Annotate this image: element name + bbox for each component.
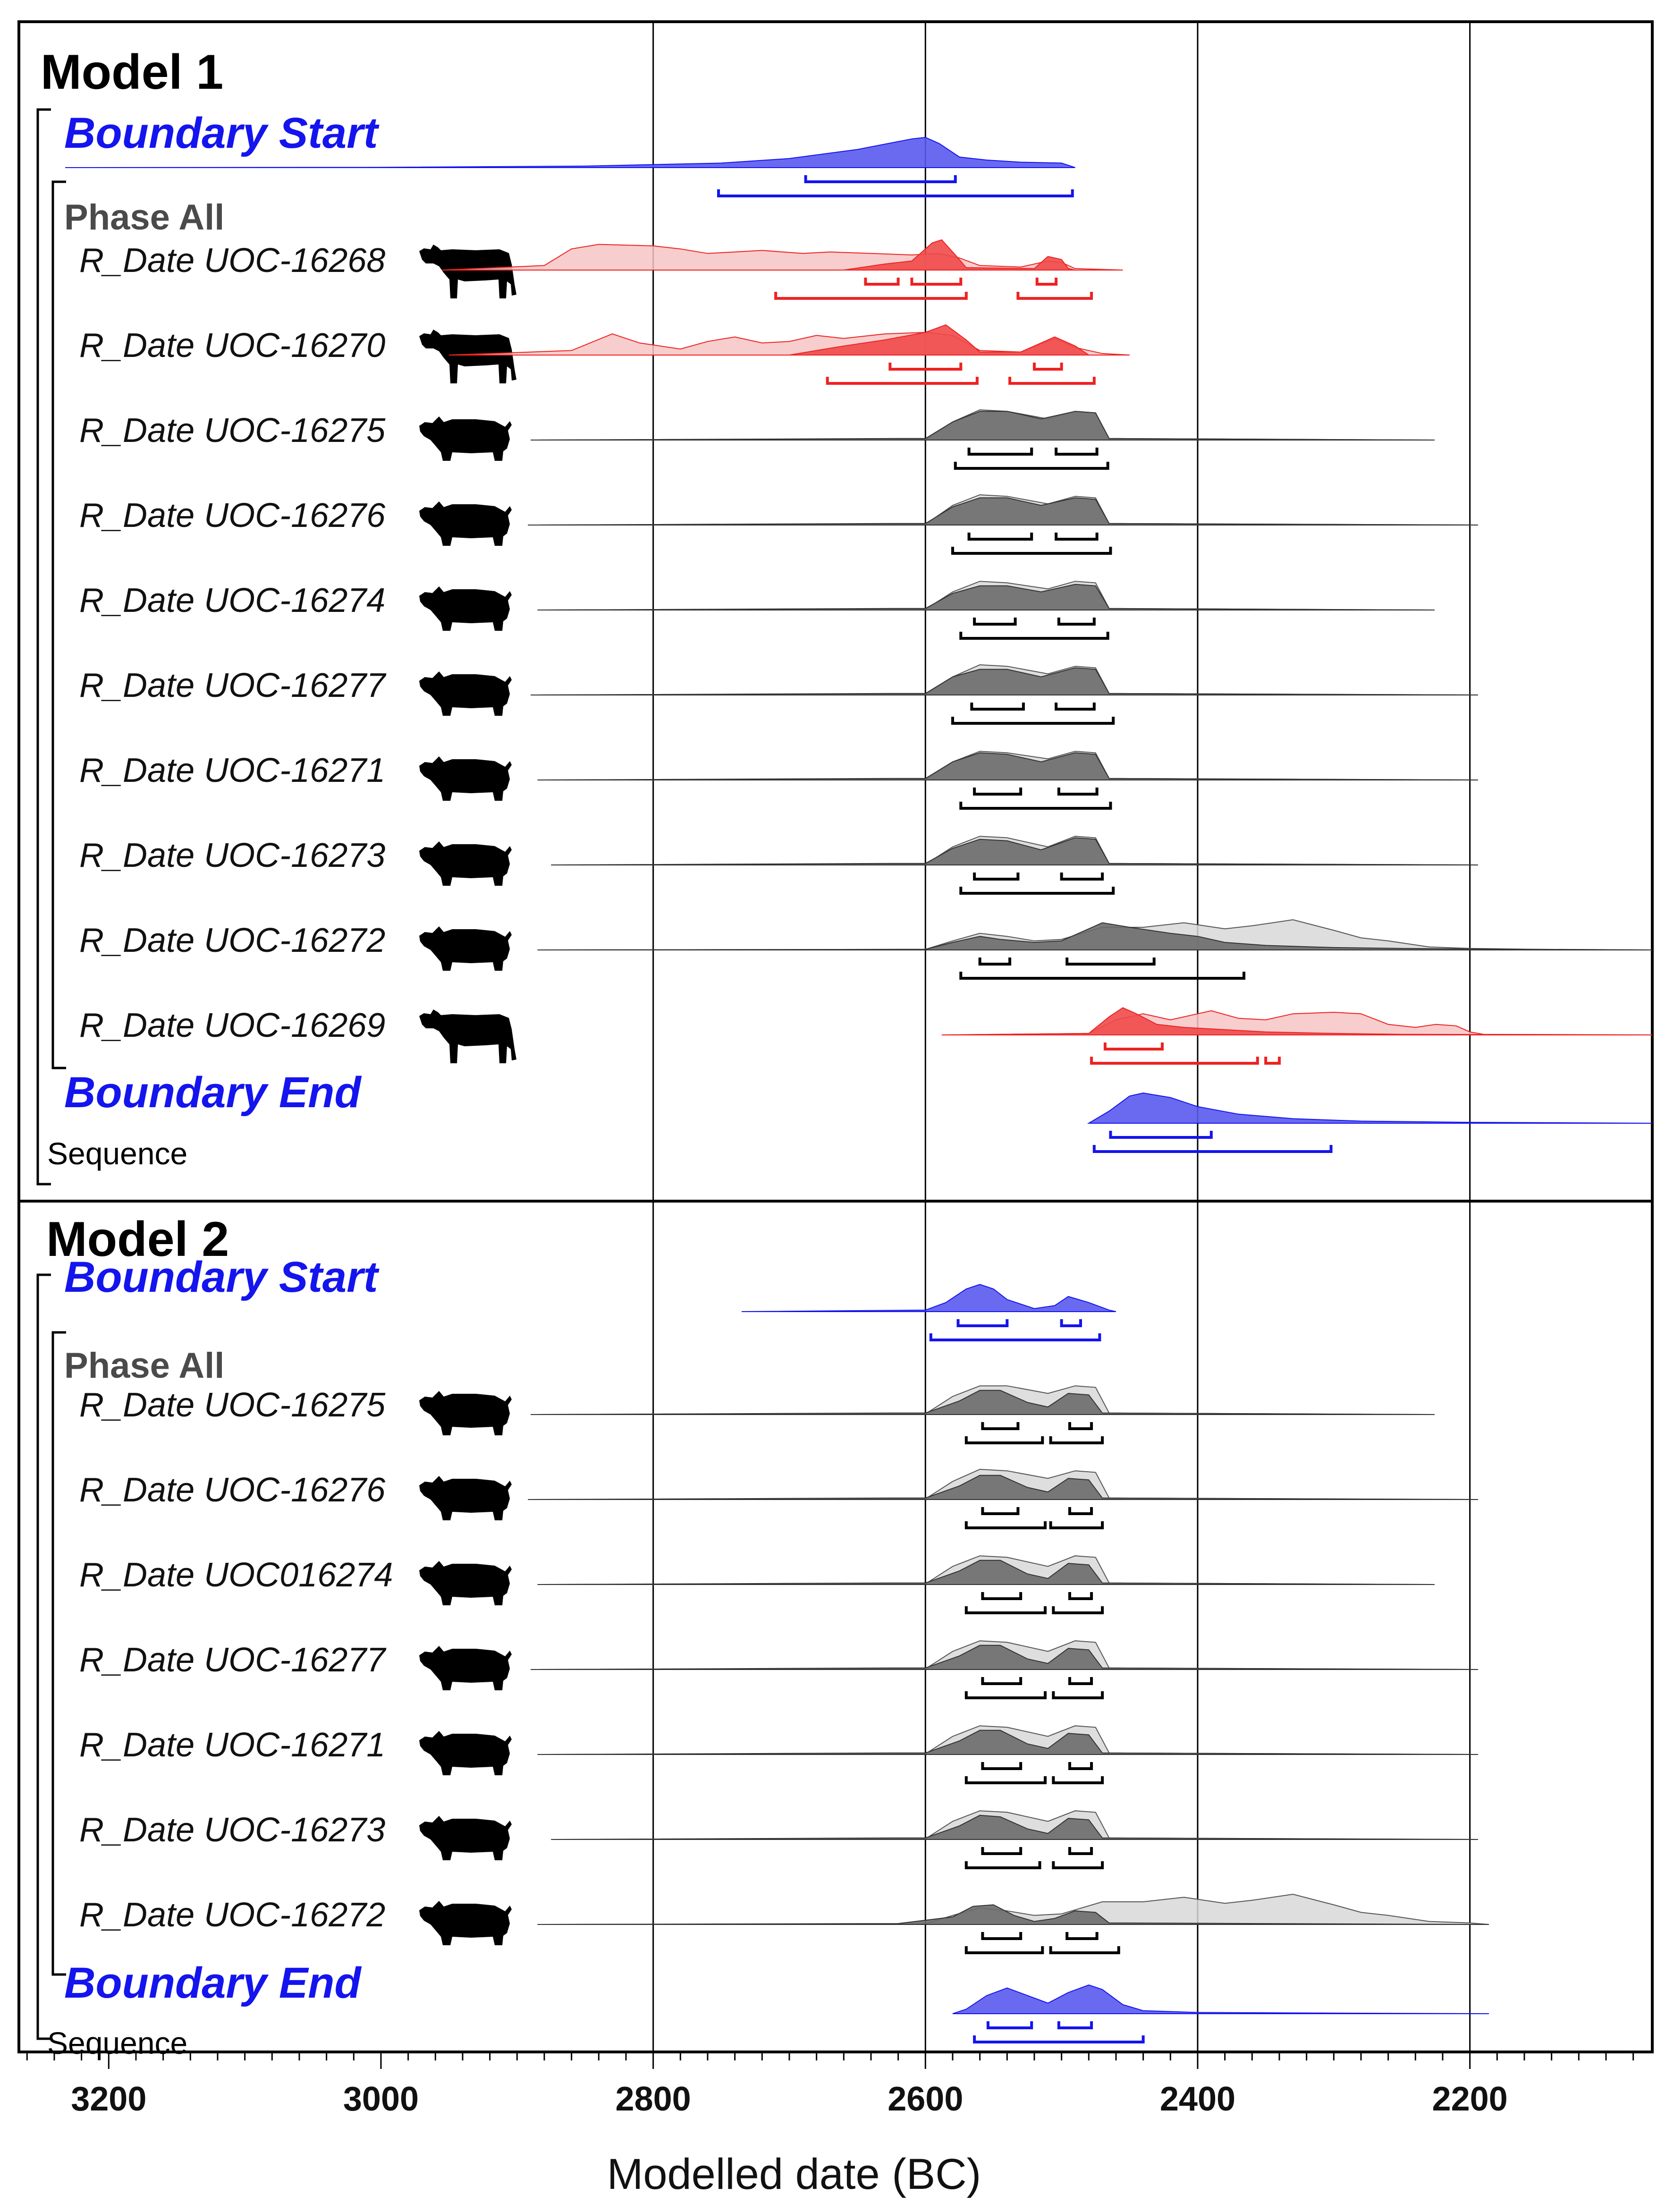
date-label: R_Date UOC-16273 [79, 837, 386, 874]
date-row [79, 1556, 1435, 1613]
date-row [79, 920, 1652, 978]
model-2-title: Model 2 [46, 1212, 229, 1267]
range-95 [1053, 1776, 1102, 1783]
phase-label: Phase All [64, 197, 225, 237]
tick-label: 2400 [1159, 2080, 1236, 2118]
boundary-label: Boundary Start [64, 109, 378, 157]
range-68 [974, 873, 1018, 879]
range-95 [974, 2035, 1143, 2042]
range-68 [1070, 1592, 1091, 1599]
pig-icon [419, 671, 512, 716]
range-68 [974, 788, 1021, 794]
range-95 [953, 717, 1113, 723]
range-95 [776, 292, 966, 298]
range-95 [719, 189, 1073, 196]
model-1-title: Model 1 [41, 45, 224, 100]
range-68 [1070, 1422, 1091, 1429]
date-row [79, 1726, 1478, 1783]
range-95 [1051, 1946, 1119, 1953]
range-68 [1105, 1042, 1162, 1049]
range-68 [982, 1762, 1021, 1769]
range-68 [1059, 2021, 1091, 2028]
pig-icon [419, 416, 512, 461]
date-label: R_Date UOC-16269 [79, 1007, 386, 1044]
range-68 [974, 618, 1015, 624]
phase-bracket [53, 1332, 66, 1975]
range-68 [1070, 1677, 1091, 1684]
pig-icon [419, 1646, 512, 1690]
range-68 [982, 1507, 1018, 1514]
date-label: R_Date UOC-16272 [79, 1896, 386, 1934]
range-68 [958, 1319, 1007, 1326]
range-95 [966, 1861, 1040, 1868]
sequence-label: Sequence [47, 2026, 188, 2060]
date-label: R_Date UOC-16276 [79, 1471, 386, 1509]
range-95 [1266, 1057, 1279, 1063]
range-68 [912, 278, 961, 284]
pig-icon [419, 1731, 512, 1775]
range-68 [1067, 1932, 1097, 1939]
date-row [79, 751, 1478, 808]
range-68 [1059, 618, 1094, 624]
pig-icon [419, 1816, 512, 1860]
date-row [79, 836, 1478, 893]
date-label: R_Date UOC-16270 [79, 327, 386, 364]
boundary-label: Boundary End [64, 1068, 361, 1117]
range-68 [1056, 448, 1097, 454]
boundary-label: Boundary Start [64, 1253, 378, 1301]
date-row [79, 1811, 1478, 1868]
range-68 [1062, 873, 1103, 879]
range-95 [966, 1776, 1045, 1783]
range-95 [955, 462, 1108, 468]
pig-icon [419, 501, 512, 546]
date-row [79, 1007, 1652, 1063]
posterior-distribution [531, 411, 1435, 440]
range-95 [1051, 1436, 1103, 1443]
range-95 [966, 1946, 1042, 1953]
pig-icon [419, 1901, 512, 1945]
range-95 [966, 1606, 1045, 1613]
boundary-row [64, 1253, 1116, 1340]
pig-icon [419, 841, 512, 886]
phase-label: Phase All [64, 1346, 225, 1386]
range-68 [1056, 703, 1094, 709]
posterior-distribution [528, 1475, 1478, 1500]
likelihood-distribution [442, 245, 1123, 270]
range-95 [961, 972, 1244, 978]
range-95 [1053, 1691, 1102, 1698]
pig-icon [419, 586, 512, 631]
date-row [79, 495, 1478, 553]
range-95 [828, 377, 977, 383]
date-label: R_Date UOC-16271 [79, 752, 386, 789]
posterior-distribution [742, 1284, 1116, 1312]
range-68 [1037, 278, 1056, 284]
range-68 [1056, 533, 1097, 539]
range-68 [982, 1847, 1021, 1854]
date-row [79, 1894, 1489, 1953]
boundary-row [64, 1959, 1489, 2042]
sequence-bracket [38, 110, 51, 1184]
cow-icon [419, 330, 516, 383]
range-68 [865, 278, 898, 284]
pig-icon [419, 926, 512, 971]
range-68 [969, 448, 1032, 454]
date-label: R_Date UOC-16268 [79, 242, 386, 280]
posterior-distribution [1089, 1093, 1652, 1123]
range-95 [961, 887, 1113, 893]
range-95 [1018, 292, 1091, 298]
range-68 [980, 958, 1010, 964]
date-row [79, 240, 1123, 298]
posterior-distribution [531, 668, 1478, 695]
date-row [79, 581, 1435, 638]
tick-label: 2800 [615, 2080, 691, 2118]
x-axis-title: Modelled date (BC) [607, 2150, 981, 2198]
date-row [79, 325, 1130, 383]
range-68 [982, 1592, 1021, 1599]
date-row [79, 665, 1478, 723]
date-row [79, 1641, 1478, 1698]
posterior-distribution [538, 753, 1478, 780]
range-68 [982, 1677, 1021, 1684]
pig-icon [419, 1561, 512, 1605]
posterior-distribution [538, 1560, 1435, 1585]
range-95 [961, 802, 1110, 808]
date-label: R_Date UOC-16277 [79, 1641, 386, 1679]
range-95 [1094, 1145, 1331, 1152]
date-label: R_Date UOC-16271 [79, 1726, 386, 1764]
range-68 [1059, 788, 1097, 794]
date-row [79, 410, 1435, 468]
sequence-label: Sequence [47, 1136, 188, 1171]
date-label: R_Date UOC-16273 [79, 1811, 386, 1849]
posterior-distribution [953, 1985, 1489, 2014]
range-68 [1110, 1131, 1211, 1137]
range-95 [1091, 1057, 1258, 1063]
range-95 [966, 1521, 1045, 1528]
range-68 [1067, 958, 1154, 964]
boundary-label: Boundary End [64, 1959, 361, 2007]
cow-icon [419, 1009, 516, 1063]
range-68 [1070, 1847, 1091, 1854]
posterior-distribution [538, 585, 1435, 610]
date-label: R_Date UOC016274 [79, 1556, 393, 1594]
posterior-distribution [531, 1390, 1435, 1415]
date-row [79, 1469, 1478, 1528]
range-68 [806, 175, 955, 182]
range-68 [1062, 1319, 1081, 1326]
pig-icon [419, 1391, 512, 1435]
likelihood-distribution [942, 1011, 1652, 1035]
range-68 [988, 2021, 1031, 2028]
tick-label: 2200 [1432, 2080, 1508, 2118]
posterior-distribution [531, 1645, 1478, 1670]
phase-bracket [53, 182, 66, 1068]
date-label: R_Date UOC-16277 [79, 667, 386, 704]
tick-label: 3000 [343, 2080, 419, 2118]
range-68 [1034, 363, 1062, 369]
range-95 [961, 632, 1108, 638]
range-68 [982, 1932, 1021, 1939]
range-95 [1053, 1606, 1102, 1613]
range-95 [1051, 1521, 1103, 1528]
posterior-distribution [538, 1730, 1478, 1754]
pig-icon [419, 1476, 512, 1520]
range-68 [1070, 1507, 1091, 1514]
range-68 [1070, 1762, 1091, 1769]
boundary-row [64, 109, 1075, 196]
range-95 [953, 547, 1110, 553]
range-68 [972, 703, 1023, 709]
date-label: R_Date UOC-16274 [79, 582, 386, 619]
range-95 [966, 1691, 1045, 1698]
date-row [79, 1386, 1435, 1443]
range-95 [931, 1333, 1100, 1340]
date-label: R_Date UOC-16276 [79, 497, 386, 534]
range-68 [982, 1422, 1018, 1429]
date-label: R_Date UOC-16272 [79, 922, 386, 959]
pig-icon [419, 756, 512, 801]
posterior-distribution [538, 923, 1653, 950]
tick-label: 3200 [71, 2080, 147, 2118]
date-label: R_Date UOC-16275 [79, 1386, 386, 1424]
range-68 [969, 533, 1032, 539]
tick-label: 2600 [888, 2080, 964, 2118]
range-95 [1010, 377, 1094, 383]
range-95 [1053, 1861, 1102, 1868]
posterior-distribution [528, 498, 1478, 525]
cow-icon [419, 245, 516, 298]
sequence-bracket [38, 1275, 51, 2039]
date-label: R_Date UOC-16275 [79, 412, 386, 449]
boundary-row [64, 1068, 1652, 1152]
range-95 [966, 1436, 1042, 1443]
